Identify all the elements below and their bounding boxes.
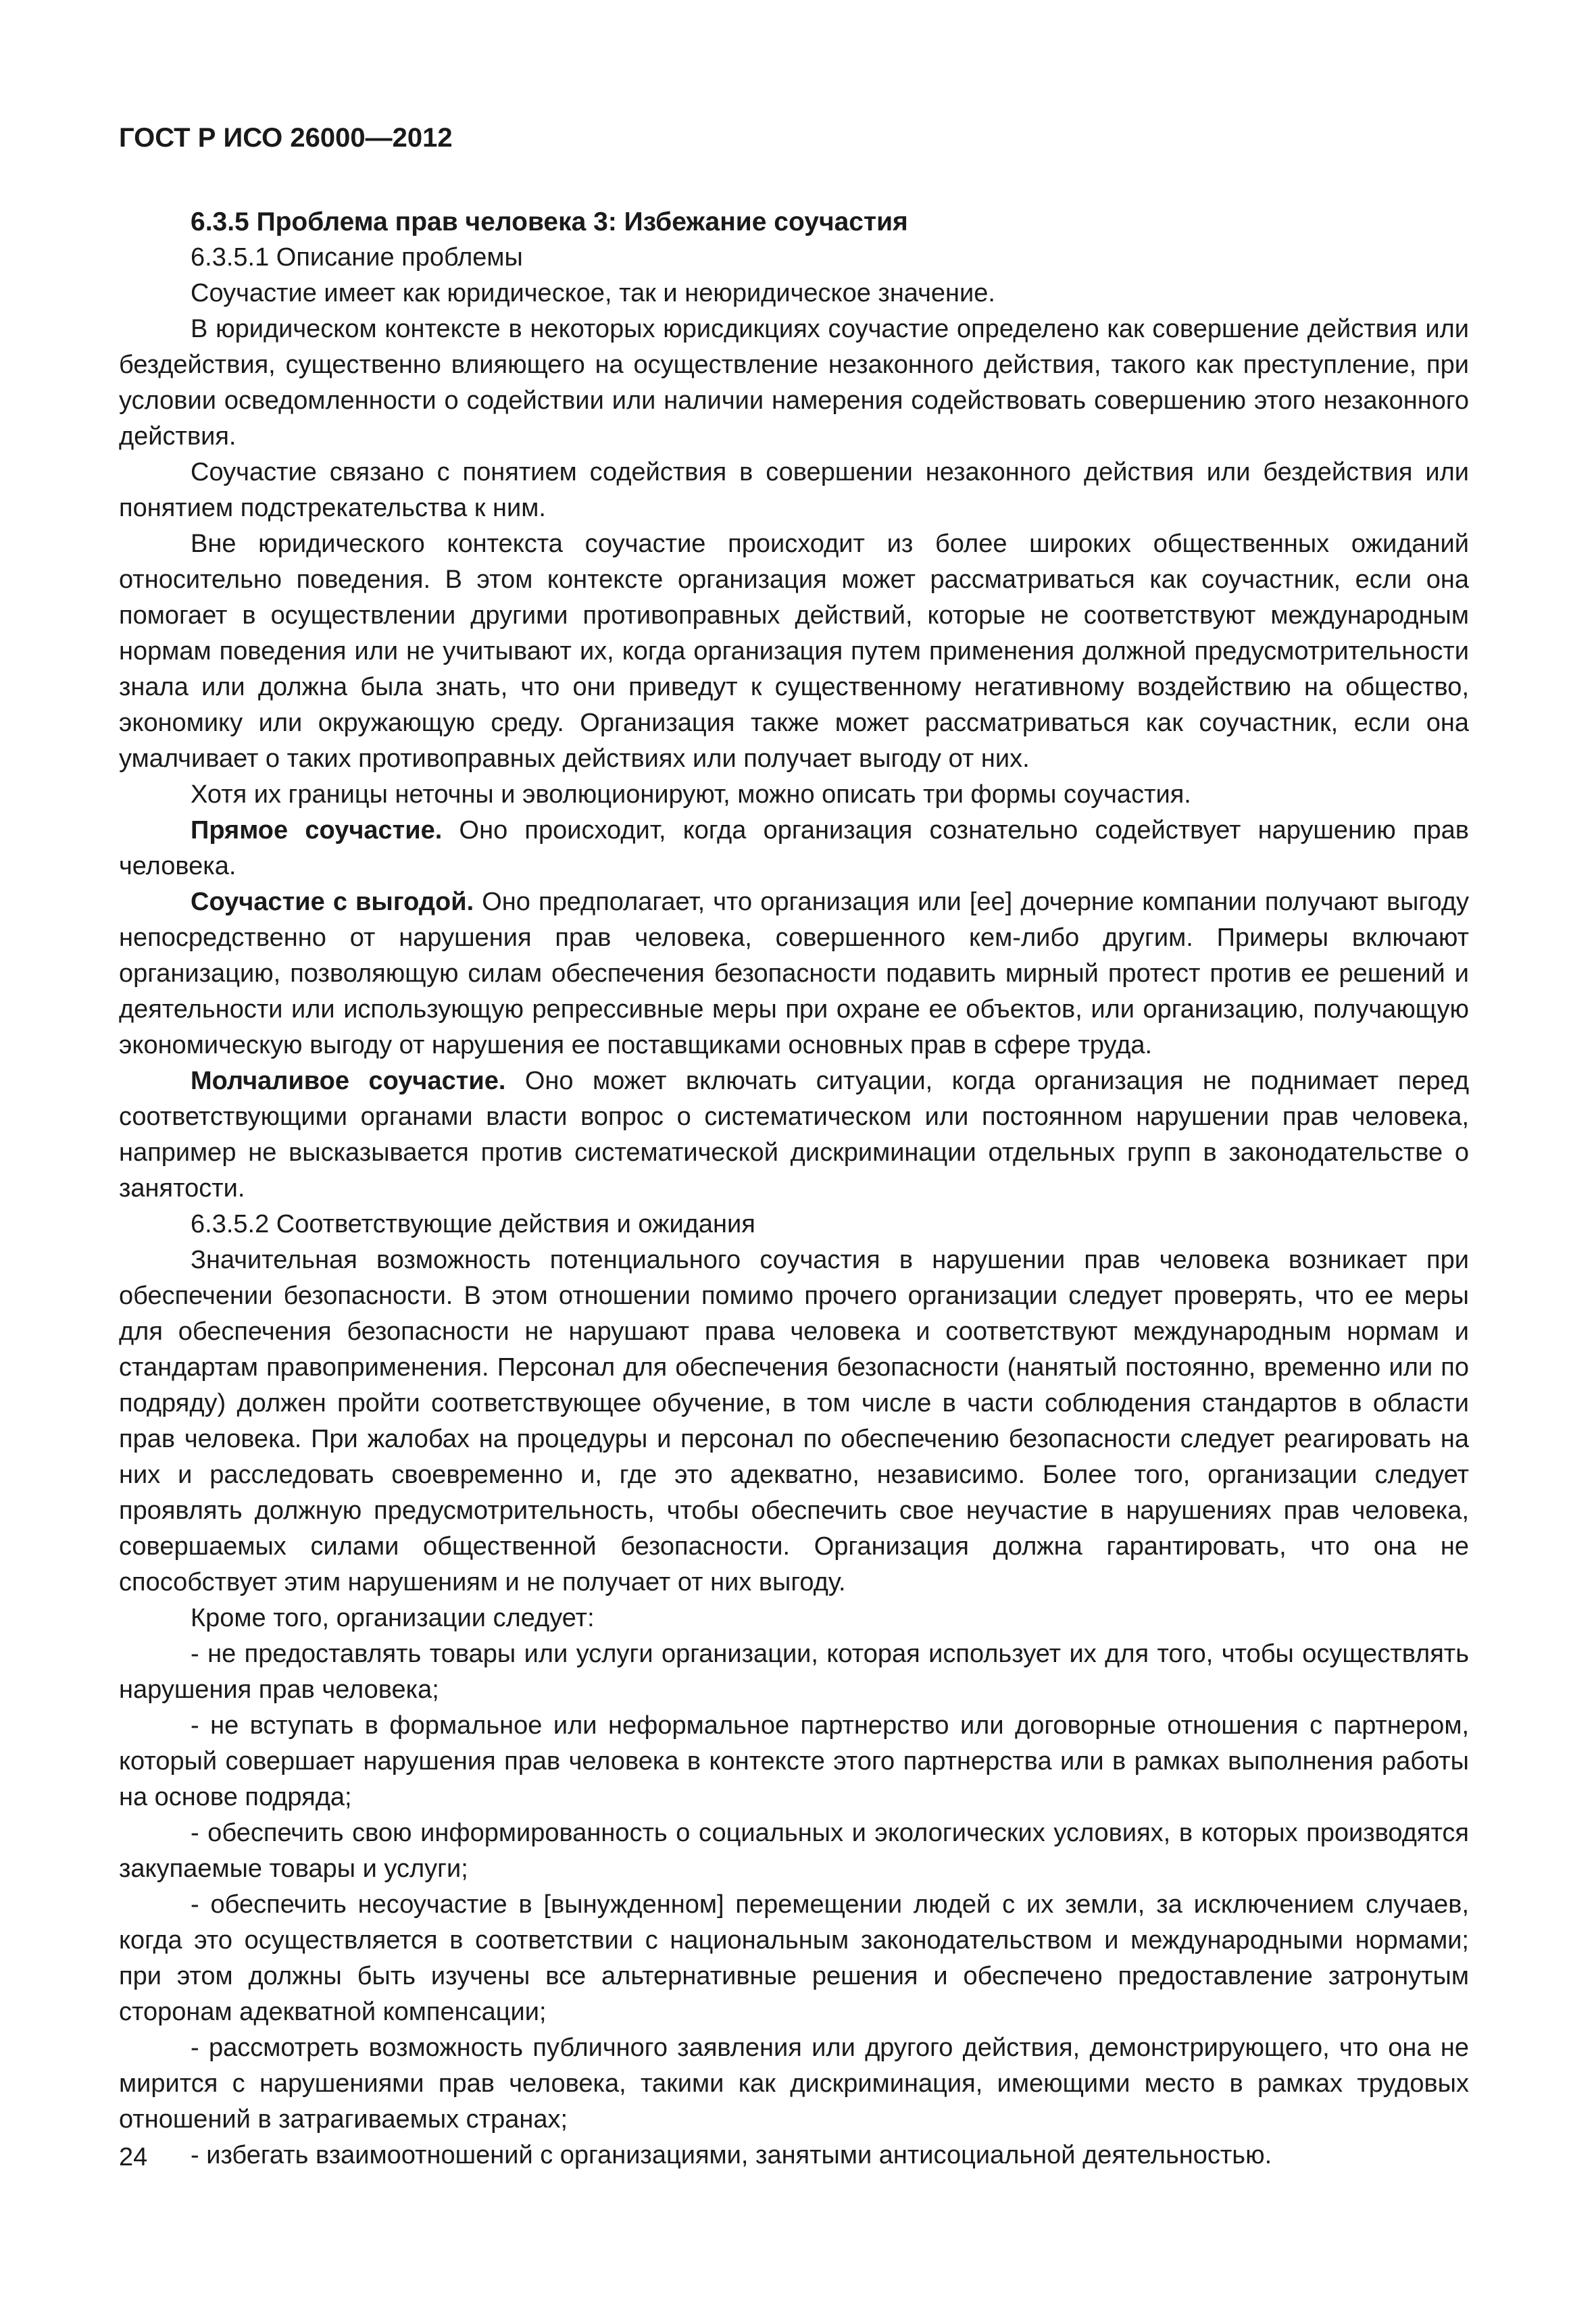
subsection-title: 6.3.5.2 Соответствующие действия и ожидания: [191, 1210, 755, 1238]
paragraph: Кроме того, организации следует:: [191, 1604, 595, 1632]
list-item: - рассмотреть возможность публичного заявления или другого действия, демонстрирующего, что она не мирится с нарушениями прав человека, такими как дискриминация, имеющими место в рамках трудовых отношений в затрагиваемых странах;: [119, 2034, 1469, 2134]
list-item: - не предоставлять товары или услуги организации, которая использует их для того, чтобы осуществлять нарушения прав человека;: [119, 1640, 1469, 1704]
list-item: - не вступать в формальное или неформальное партнерство или договорные отношения с партнером, который совершает нарушения прав человека в контексте этого партнерства или в рамках выполнения работы на основе подряда;: [119, 1711, 1469, 1811]
term-definition: Оно происходит, когда организация сознательно содействует нарушению прав человека.: [119, 816, 1469, 880]
paragraph: Вне юридического контекста соучастие происходит из более широких общественных ожиданий относительно поведения. В этом контексте организация может рассматриваться как соучастник, если она помогает в осуществлении другими противоправных действий, которые не соответствуют международным нормам поведения или не учитывают их, когда организация путем применения должной предусмотрительности знала или должна была знать, что они приведут к существенному негативному воздействию на общество, экономику или окружающую среду. Организация также может рассматриваться как соучастник, если она умалчивает о таких противоправных действиях или получает выгоду от них.: [119, 530, 1469, 773]
page-number: 24: [119, 2143, 148, 2171]
list-item: - обеспечить свою информированность о социальных и экологических условиях, в которых производятся закупаемые товары и услуги;: [119, 1819, 1469, 1883]
paragraph: Хотя их границы неточны и эволюционируют, можно описать три формы соучастия.: [191, 780, 1191, 809]
subsection-title: 6.3.5.1 Описание проблемы: [191, 243, 523, 272]
standard-header: ГОСТ Р ИСО 26000—2012: [119, 123, 453, 153]
paragraph: [119, 884, 1469, 1063]
paragraph: В юридическом контексте в некоторых юрисдикциях соучастие определено как совершение действия или бездействия, существенно влияющего на осуществление незаконного действия, такого как преступление, при условии осведомленности о содействии или наличии намерения содействовать совершению этого незаконного действия.: [119, 315, 1469, 451]
list-item: - избегать взаимоотношений с организациями, занятыми антисоциальной деятельностью.: [191, 2141, 1272, 2169]
term-beneficial-complicity: Соучастие с выгодой.: [191, 888, 474, 916]
list-item: - обеспечить несоучастие в [вынужденном] перемещении людей с их земли, за исключением случаев, когда это осуществляется в соответствии с национальным законодательством и международными нормами; при этом должны быть изучены все альтернативные решения и обеспечено предоставление затронутым сторонам адекватной компенсации;: [119, 1890, 1469, 2026]
page-content: [119, 204, 1469, 2173]
section-heading: 6.3.5 Проблема прав человека 3: Избежание соучастия: [191, 207, 908, 236]
term-direct-complicity: Прямое соучастие.: [191, 816, 443, 845]
paragraph: Соучастие имеет как юридическое, так и неюридическое значение.: [191, 279, 995, 307]
term-silent-complicity: Молчаливое соучастие.: [191, 1067, 506, 1095]
paragraph: Значительная возможность потенциального соучастия в нарушении прав человека возникает при обеспечении безопасности. В этом отношении помимо прочего организации следует проверять, что ее меры для обеспечения безопасности не нарушают права человека и соответствуют международным нормам и стандартам правоприменения. Персонал для обеспечения безопасности (нанятый постоянно, временно или по подряду) должен пройти соответствующее обучение, в том числе в части соблюдения стандартов в области прав человека. При жалобах на процедуры и персонал по обеспечению безопасности следует реагировать на них и расследовать своевременно и, где это адекватно, независимо. Более того, организации следует проявлять должную предусмотрительность, чтобы обеспечить свое неучастие в нарушениях прав человека, совершаемых силами общественной безопасности. Организация должна гарантировать, что она не способствует этим нарушениям и не получает от них выгоду.: [119, 1246, 1469, 1596]
paragraph: Соучастие связано с понятием содействия в совершении незаконного действия или бездействия или понятием подстрекательства к ним.: [119, 458, 1469, 522]
term-definition: Оно предполагает, что организация или [ее] дочерние компании получают выгоду непосредственно от нарушения прав человека, совершенного кем-либо другим. Примеры включают организацию, позволяющую силам обеспечения безопасности подавить мирный протест против ее решений и деятельности или использующую репрессивные меры при охране ее объектов, или организацию, получающую экономическую выгоду от нарушения ее поставщиками основных прав в сфере труда.: [119, 888, 1469, 1059]
paragraph: [119, 1063, 1469, 1207]
paragraph: [119, 813, 1469, 884]
term-definition: Оно может включать ситуации, когда организация не поднимает перед соответствующими органами власти вопрос о систематическом или постоянном нарушении прав человека, например не высказывается против систематической дискриминации отдельных групп в законодательстве о занятости.: [119, 1067, 1470, 1203]
